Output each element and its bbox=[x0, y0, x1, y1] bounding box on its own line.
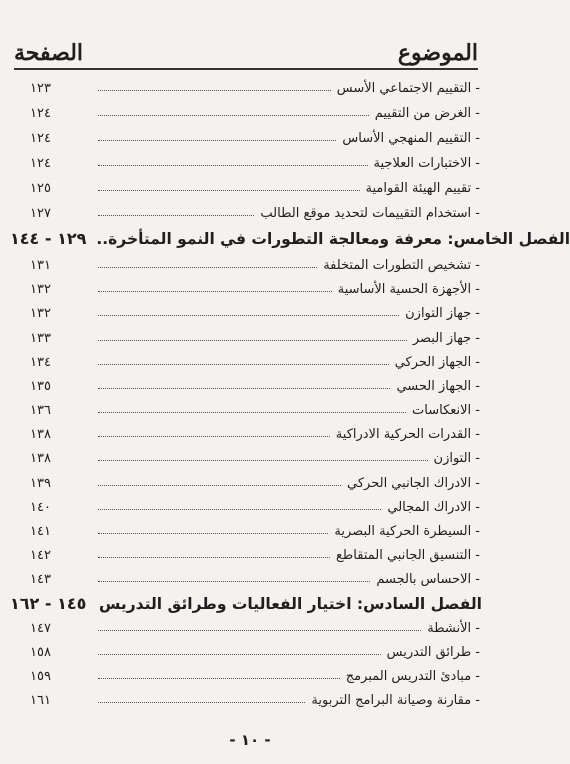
entry-page-number: ١٤١ bbox=[30, 524, 51, 539]
entry-page-number: ١٢٤ bbox=[30, 156, 51, 171]
dot-leader bbox=[98, 581, 370, 582]
dot-leader bbox=[98, 340, 407, 341]
dot-leader bbox=[98, 215, 254, 216]
chapter-title: الفصل السادس: اختيار الفعاليات وطرائق التدريس bbox=[99, 595, 482, 613]
entry-page-number: ١٢٧ bbox=[30, 206, 51, 221]
toc-entry-row[interactable] bbox=[14, 174, 480, 196]
toc-entry-row[interactable] bbox=[14, 275, 480, 297]
entry-page-number: ١٣١ bbox=[30, 258, 51, 273]
toc-entry-row[interactable] bbox=[14, 324, 480, 346]
dot-leader bbox=[98, 533, 328, 534]
dot-leader bbox=[98, 654, 381, 655]
entry-title: - الادراك المجالي bbox=[387, 500, 480, 515]
toc-entry-row[interactable] bbox=[14, 565, 480, 587]
entry-page-number: ١٢٣ bbox=[30, 81, 51, 96]
entry-title: - الاختبارات العلاجية bbox=[373, 156, 480, 171]
toc-entry-row[interactable] bbox=[14, 149, 480, 171]
entry-page-number: ١٥٩ bbox=[30, 669, 51, 684]
dot-leader bbox=[98, 436, 330, 437]
entry-page-number: ١٢٥ bbox=[30, 181, 51, 196]
dot-leader bbox=[98, 509, 381, 510]
dot-leader bbox=[98, 702, 305, 703]
dot-leader bbox=[98, 364, 389, 365]
entry-title: - التقييم الاجتماعي الأسس bbox=[336, 81, 480, 96]
toc-entry-row[interactable] bbox=[14, 299, 480, 321]
entry-title: - طرائق التدريس bbox=[386, 645, 480, 660]
toc-entry-row[interactable] bbox=[14, 420, 480, 442]
toc-entry-row[interactable] bbox=[14, 251, 480, 273]
dot-leader bbox=[98, 90, 331, 91]
chapter-page-range: ١٤٥ - ١٦٢ bbox=[10, 594, 87, 613]
entry-page-number: ١٤٠ bbox=[30, 500, 51, 515]
entry-title: - الأنشطة bbox=[427, 621, 480, 636]
toc-entry-row[interactable] bbox=[14, 493, 480, 515]
toc-entry-row[interactable] bbox=[14, 541, 480, 563]
dot-leader bbox=[98, 115, 369, 116]
entry-page-number: ١٢٤ bbox=[30, 106, 51, 121]
entry-page-number: ١٣٢ bbox=[30, 306, 51, 321]
dot-leader bbox=[98, 460, 428, 461]
entry-title: - الغرض من التقييم bbox=[374, 106, 480, 121]
entry-page-number: ١٣٣ bbox=[30, 331, 51, 346]
toc-entry-row[interactable] bbox=[14, 614, 480, 636]
toc-entry-row[interactable] bbox=[14, 348, 480, 370]
entry-title: - الجهاز الحركي bbox=[394, 355, 480, 370]
toc-header bbox=[14, 28, 478, 70]
page-number: - ١٠ - bbox=[229, 731, 271, 749]
entry-title: - جهاز البصر bbox=[412, 331, 480, 346]
dot-leader bbox=[98, 485, 341, 486]
entry-title: - التنسيق الجانبي المتقاطع bbox=[336, 548, 480, 563]
entry-title: - استخدام التقييمات لتحديد موقع الطالب bbox=[260, 206, 480, 221]
entry-title: - تقييم الهيئة القوامية bbox=[365, 181, 480, 196]
entry-page-number: ١٣٢ bbox=[30, 282, 51, 297]
page-column-heading: الصفحة bbox=[14, 40, 84, 66]
dot-leader bbox=[98, 678, 340, 679]
dot-leader bbox=[98, 315, 399, 316]
toc-entry-row[interactable] bbox=[14, 372, 480, 394]
toc-entry-row[interactable] bbox=[14, 517, 480, 539]
chapter-title: الفصل الخامس: معرفة ومعالجة التطورات في النمو المتأخرة.. bbox=[96, 230, 570, 248]
toc-entry-row[interactable] bbox=[14, 662, 480, 684]
toc-entry-row[interactable] bbox=[14, 124, 480, 146]
entry-title: - مقارنة وصيانة البرامج التربوية bbox=[311, 693, 480, 708]
dot-leader bbox=[98, 557, 330, 558]
entry-title: - جهاز التوازن bbox=[405, 306, 480, 321]
entry-page-number: ١٤٢ bbox=[30, 548, 51, 563]
dot-leader bbox=[98, 267, 317, 268]
toc-entry-row[interactable] bbox=[14, 99, 480, 121]
dot-leader bbox=[98, 165, 368, 166]
entry-page-number: ١٢٤ bbox=[30, 131, 51, 146]
entry-page-number: ١٣٥ bbox=[30, 379, 51, 394]
entry-title: - تشخيص التطورات المتخلفة bbox=[323, 258, 480, 273]
toc-entry-row[interactable] bbox=[14, 469, 480, 491]
entry-title: - التقييم المنهجي الأساس bbox=[342, 131, 480, 146]
entry-title: - الأجهزة الحسية الأساسية bbox=[337, 282, 480, 297]
toc-entry-row[interactable] bbox=[14, 638, 480, 660]
entry-page-number: ١٣٨ bbox=[30, 451, 51, 466]
entry-title: - التوازن bbox=[433, 451, 480, 466]
entry-page-number: ١٣٤ bbox=[30, 355, 51, 370]
dot-leader bbox=[98, 388, 390, 389]
entry-title: - الجهاز الحسي bbox=[396, 379, 480, 394]
dot-leader bbox=[98, 412, 406, 413]
chapter-page-range: ١٢٩ - ١٤٤ bbox=[10, 229, 87, 248]
subject-column-heading: الموضوع bbox=[397, 40, 478, 66]
entry-page-number: ١٤٣ bbox=[30, 572, 51, 587]
toc-entry-row[interactable] bbox=[14, 444, 480, 466]
entry-title: - الادراك الجانبي الحركي bbox=[347, 476, 480, 491]
dot-leader bbox=[98, 630, 421, 631]
entry-page-number: ١٣٦ bbox=[30, 403, 51, 418]
toc-entry-row[interactable] bbox=[14, 199, 480, 221]
toc-entry-row[interactable] bbox=[14, 396, 480, 418]
entry-page-number: ١٣٨ bbox=[30, 427, 51, 442]
entry-title: - مبادئ التدريس المبرمج bbox=[345, 669, 480, 684]
dot-leader bbox=[98, 190, 360, 191]
entry-page-number: ١٤٧ bbox=[30, 621, 51, 636]
toc-chapter-row[interactable] bbox=[10, 222, 570, 248]
toc-entry-row[interactable] bbox=[14, 686, 480, 708]
entry-title: - القدرات الحركية الادراكية bbox=[335, 427, 480, 442]
dot-leader bbox=[98, 140, 336, 141]
toc-chapter-row[interactable] bbox=[10, 587, 482, 613]
entry-page-number: ١٣٩ bbox=[30, 476, 51, 491]
toc-entry-row[interactable] bbox=[14, 74, 480, 96]
dot-leader bbox=[98, 291, 332, 292]
entry-title: - الاحساس بالجسم bbox=[376, 572, 480, 587]
entry-title: - الانعكاسات bbox=[412, 403, 480, 418]
entry-title: - السيطرة الحركية البصرية bbox=[334, 524, 480, 539]
entry-page-number: ١٦١ bbox=[30, 693, 51, 708]
entry-page-number: ١٥٨ bbox=[30, 645, 51, 660]
